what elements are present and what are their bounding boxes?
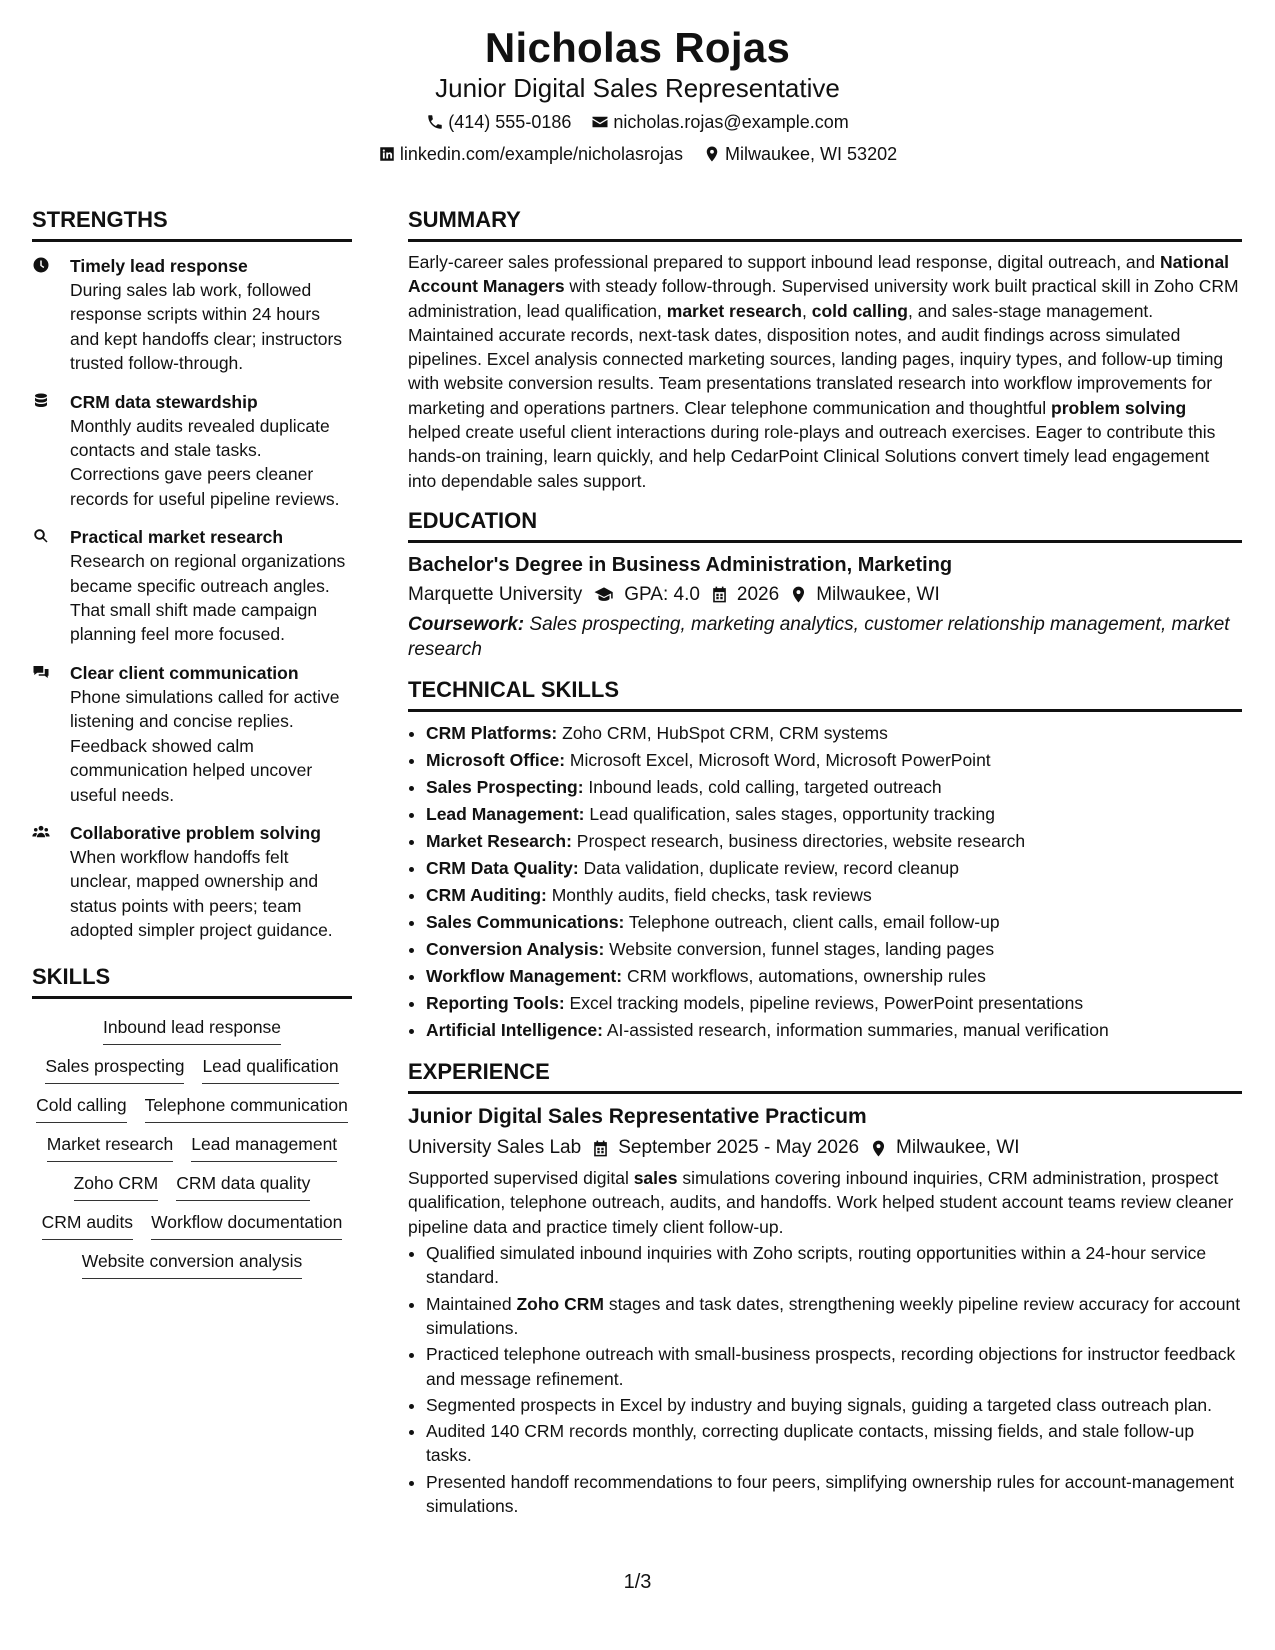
skill-tag: Zoho CRM (74, 1171, 159, 1201)
contact-row-1 (0, 110, 1275, 134)
skill-values: Monthly audits, field checks, task reviews (546, 885, 872, 906)
bullet-text: Presented handoff recommendations to four peers, simplifying ownership rules for account-management simulations. (426, 1471, 1235, 1517)
skill-tag: Lead management (191, 1132, 337, 1162)
job-intro (408, 1166, 1242, 1239)
strength-item (32, 254, 352, 376)
list-item (426, 1470, 1242, 1519)
summary-keyword: problem solving (1051, 397, 1187, 418)
bullet-text: Segmented prospects in Excel by industry and buying signals, guiding a targeted class outreach plan. (426, 1394, 1213, 1415)
skill-tag: Market research (47, 1132, 173, 1162)
skills-section (32, 963, 352, 1279)
skill-category: CRM Data Quality: (426, 858, 579, 879)
skill-category: Artificial Intelligence: (426, 1020, 603, 1041)
summary-keyword: cold calling (811, 300, 909, 321)
school-location: Milwaukee, WI (816, 583, 940, 605)
list-item (426, 747, 1242, 774)
strength-title: Timely lead response (70, 256, 248, 276)
degree-title: Bachelor's Degree in Business Administration, Marketing (408, 553, 953, 576)
location-text: Milwaukee, WI 53202 (725, 144, 898, 164)
skill-values: Website conversion, funnel stages, landing pages (604, 939, 995, 960)
gpa-value: GPA: 4.0 (624, 583, 700, 605)
users-icon (32, 823, 50, 841)
clock-icon (32, 256, 50, 274)
skill-category: Sales Prospecting: (426, 777, 584, 798)
experience-bullets (408, 1241, 1242, 1518)
job-org: University Sales Lab (408, 1137, 582, 1159)
skills-tags (32, 1015, 352, 1279)
list-item (426, 1292, 1242, 1341)
skill-values: Data validation, duplicate review, record cleanup (578, 858, 960, 879)
candidate-name: Nicholas Rojas (484, 24, 791, 71)
bullet-text: Maintained (426, 1293, 517, 1314)
linkedin-contact[interactable] (378, 142, 683, 166)
education-heading: EDUCATION (408, 507, 1242, 543)
phone-contact (426, 110, 571, 134)
skill-values: Zoho CRM, HubSpot CRM, CRM systems (557, 723, 888, 744)
page-number: 1/3 (623, 1571, 652, 1593)
skill-tag: Website conversion analysis (82, 1249, 302, 1279)
graduation-cap-icon (592, 585, 616, 604)
skill-values: Prospect research, business directories, website research (571, 831, 1026, 852)
linkedin-url[interactable]: linkedin.com/example/nicholasrojas (399, 144, 684, 164)
list-item (426, 990, 1242, 1017)
skill-category: Reporting Tools: (426, 993, 565, 1014)
job-location-item (869, 1134, 1020, 1162)
linkedin-icon (378, 145, 396, 163)
list-item (426, 828, 1242, 855)
coursework-text: Sales prospecting, marketing analytics, customer relationship management, market research (408, 613, 1230, 660)
summary-keyword: market research (666, 300, 802, 321)
map-pin-icon (789, 585, 808, 604)
skill-values: Inbound leads, cold calling, targeted outreach (583, 777, 942, 798)
strength-text: During sales lab work, followed response scripts within 24 hours and kept handoffs clear; instructors trusted follow-through. (70, 280, 343, 374)
strength-title: CRM data stewardship (70, 391, 258, 412)
skill-tag: CRM audits (42, 1210, 133, 1240)
skill-tag: Sales prospecting (45, 1054, 184, 1084)
strength-item (32, 390, 352, 512)
skill-category: CRM Auditing: (426, 885, 547, 906)
list-item (426, 1342, 1242, 1391)
school-name: Marquette University (408, 583, 583, 605)
list-item (426, 801, 1242, 828)
summary-part: , and sales-stage management. Maintained accurate records, next-task dates, disposition notes, and audit findings across simulated pipelines. Excel analysis connected marketing sources, landing pages, inquiry types, and follow-up timing with website conversion results. Team presentations translated research into workflow improvements for marketing and operations partners. Clear telephone communication and thoughtful (408, 300, 1224, 418)
list-item (426, 936, 1242, 963)
technical-skills-heading: TECHNICAL SKILLS (408, 676, 1242, 712)
map-pin-icon (703, 145, 721, 163)
strength-text: Research on regional organizations became specific outreach angles. That small shift made campaign planning feel more focused. (70, 551, 346, 645)
summary-heading: SUMMARY (408, 206, 1242, 242)
skill-category: Lead Management: (426, 804, 585, 825)
school-location-item (789, 581, 940, 609)
bullet-keyword: Zoho CRM (516, 1293, 604, 1314)
skills-heading: SKILLS (32, 963, 352, 999)
summary-part: with steady follow-through. Supervised university work built practical skill in Zoho CRM administration, lead qualification, (408, 276, 1239, 321)
skill-values: AI-assisted research, information summaries, manual verification (602, 1020, 1109, 1041)
skill-tag: Cold calling (36, 1093, 126, 1123)
bullet-text: Practiced telephone outreach with small-business prospects, recording objections for instructor feedback and message refinement. (426, 1344, 1236, 1389)
summary-part: helped create useful client interactions during role-plays and outreach exercises. Eager to contribute this hands-on training, learn quickly, and help CedarPoint Clinical Solutions convert timely lead engagement into dependable sales support. (408, 422, 1216, 491)
list-item (426, 882, 1242, 909)
graduation-year: 2026 (736, 583, 780, 605)
list-item (426, 855, 1242, 882)
job-dates-item (591, 1134, 859, 1162)
summary-text (408, 250, 1242, 493)
email-contact[interactable] (591, 110, 848, 134)
skill-category: Market Research: (426, 831, 572, 852)
skill-values: Telephone outreach, client calls, email follow-up (624, 912, 1000, 933)
strength-item (32, 661, 352, 807)
job-meta (408, 1134, 1242, 1162)
search-icon (32, 527, 50, 545)
job-title: Junior Digital Sales Representative Practicum (408, 1105, 867, 1129)
list-item (426, 909, 1242, 936)
calendar-icon (710, 585, 729, 604)
summary-part: Early-career sales professional prepared to support inbound lead response, digital outreach, and (408, 252, 1160, 272)
strength-title: Collaborative problem solving (70, 822, 321, 843)
strengths-heading: STRENGTHS (32, 206, 352, 242)
strengths-list (32, 254, 352, 943)
strength-text: Monthly audits revealed duplicate contacts and stale tasks. Corrections gave peers cleaner records for useful pipeline reviews. (70, 415, 340, 509)
intro-part: Supported supervised digital (408, 1168, 634, 1189)
skill-tag: Inbound lead response (103, 1015, 281, 1045)
skill-category: CRM Platforms: (426, 723, 558, 744)
bullet-text: Audited 140 CRM records monthly, correcting duplicate contacts, missing fields, and stale follow-up tasks. (426, 1421, 1195, 1466)
skill-category: Sales Communications: (426, 912, 625, 933)
summary-part: , (802, 300, 812, 321)
skill-category: Conversion Analysis: (426, 939, 605, 960)
year-item (710, 581, 779, 609)
bullet-text: Qualified simulated inbound inquiries with Zoho scripts, routing opportunities within a 24-hour service standard. (426, 1243, 1207, 1288)
skill-values: Microsoft Excel, Microsoft Word, Microsoft PowerPoint (565, 750, 991, 771)
strength-text: When workflow handoffs felt unclear, mapped ownership and status points with peers; team adopted simpler project guidance. (70, 846, 333, 941)
skill-tag: Workflow documentation (151, 1210, 342, 1240)
coursework-label: Coursework: (408, 613, 525, 635)
email-address[interactable]: nicholas.rojas@example.com (613, 112, 849, 132)
candidate-title: Junior Digital Sales Representative (435, 73, 840, 103)
list-item (426, 774, 1242, 801)
resume-header (0, 22, 1275, 166)
intro-keyword: sales (633, 1168, 678, 1189)
skill-tag: Lead qualification (202, 1054, 338, 1084)
comments-icon (32, 663, 50, 681)
education-meta (408, 581, 1242, 609)
bullet-text: stages and task dates, strengthening weekly pipeline review accuracy for account simulations. (426, 1293, 1241, 1338)
calendar-icon (591, 1139, 610, 1158)
map-pin-icon (869, 1139, 888, 1158)
technical-skills-list (408, 720, 1242, 1044)
strength-title: Practical market research (70, 527, 284, 548)
list-item (426, 1393, 1242, 1417)
list-item (426, 1017, 1242, 1044)
strength-text: Phone simulations called for active listening and concise replies. Feedback showed calm communication helped uncover useful needs. (70, 686, 340, 805)
experience-heading: EXPERIENCE (408, 1058, 1242, 1094)
skill-category: Workflow Management: (426, 966, 623, 987)
strength-item (32, 525, 352, 647)
skill-tag: CRM data quality (176, 1171, 310, 1201)
envelope-icon (591, 113, 609, 131)
list-item (426, 1241, 1242, 1290)
list-item (426, 963, 1242, 990)
skill-tag: Telephone communication (145, 1093, 348, 1123)
skill-values: Lead qualification, sales stages, opportunity tracking (584, 804, 996, 825)
intro-part: simulations covering inbound inquiries, CRM administration, prospect qualification, telephone outreach, audits, and handoffs. Work helped student account teams review cleaner pipeline data and practice timely client follow-up. (408, 1168, 1234, 1237)
skill-values: Excel tracking models, pipeline reviews, PowerPoint presentations (564, 993, 1084, 1014)
skill-values: CRM workflows, automations, ownership rules (622, 966, 986, 987)
phone-number: (414) 555-0186 (448, 112, 572, 132)
left-column (32, 206, 352, 1279)
list-item (426, 1419, 1242, 1468)
skill-category: Microsoft Office: (426, 750, 566, 771)
right-column (408, 206, 1242, 1520)
job-dates: September 2025 - May 2026 (618, 1137, 860, 1159)
contact-row-2 (0, 142, 1275, 166)
job-location: Milwaukee, WI (896, 1137, 1020, 1159)
phone-icon (426, 113, 444, 131)
strength-item (32, 821, 352, 943)
summary-keyword: National Account Managers (408, 252, 1230, 297)
location-contact (703, 142, 897, 166)
strength-title: Clear client communication (70, 662, 299, 683)
list-item (426, 720, 1242, 747)
coursework (408, 613, 1242, 662)
database-icon (32, 392, 50, 410)
gpa-item (592, 581, 700, 609)
